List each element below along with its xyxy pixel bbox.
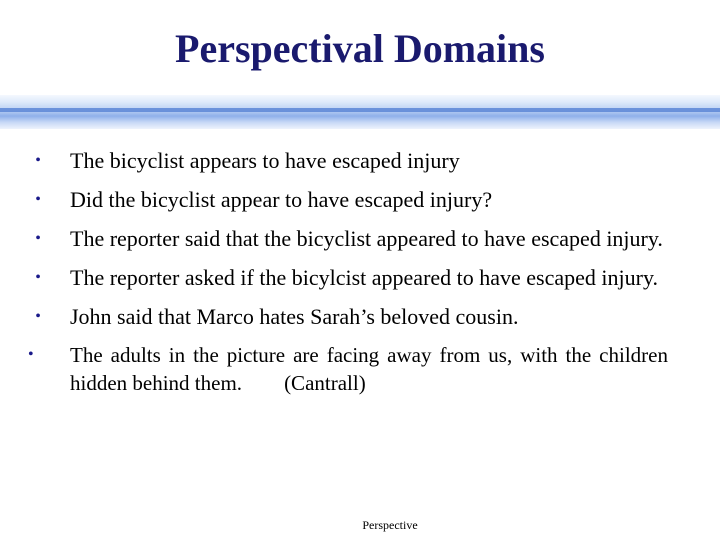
title-underline-stripe [0, 108, 720, 112]
bullet-text: John said that Marco hates Sarah’s beloved cousin. [70, 304, 519, 329]
bullet-item [28, 341, 668, 397]
title-underline-band [0, 95, 720, 129]
bullet-item [28, 224, 668, 254]
bullet-icon: • [28, 346, 34, 363]
bullet-item [28, 185, 668, 215]
bullet-icon: • [35, 191, 41, 208]
bullet-text: The bicyclist appears to have escaped injury [70, 148, 460, 173]
bullet-icon: • [35, 230, 41, 247]
bullet-icon: • [35, 269, 41, 286]
bullet-item [28, 146, 668, 176]
bullet-text: The reporter asked if the bicylcist appeared to have escaped injury. [70, 265, 659, 290]
bullet-text: The adults in the picture are facing away from us, with the children hidden behind them. [70, 343, 668, 395]
slide-title: Perspectival Domains [175, 26, 545, 71]
bullet-text: Did the bicyclist appear to have escaped injury? [70, 187, 493, 212]
bullet-item [28, 263, 668, 293]
citation: (Cantrall) [284, 371, 366, 395]
bullet-text: The reporter said that the bicyclist appeared to have escaped injury. [70, 226, 663, 251]
slide-footer: Perspective [362, 518, 418, 532]
bullet-icon: • [35, 308, 41, 325]
bullet-item [28, 302, 668, 332]
bullet-list [28, 146, 668, 397]
bullet-icon: • [35, 152, 41, 169]
